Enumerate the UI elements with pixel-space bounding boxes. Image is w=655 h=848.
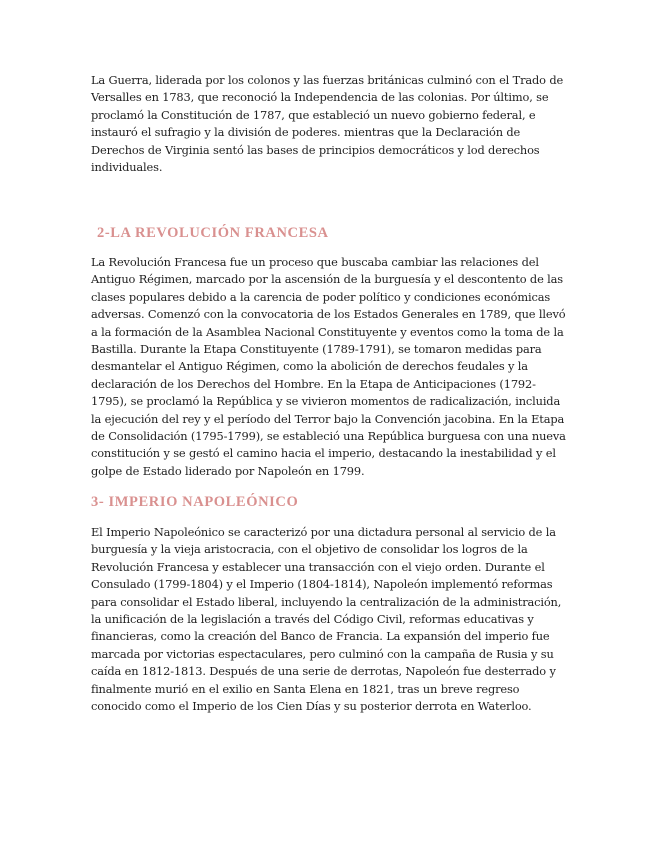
section-body-imperio-napoleonico: El Imperio Napoleónico se caracterizó por una dictadura personal al servicio de la burguesía y la vieja aristocracia, con el objetivo de consolidar los logros de la Revolución Francesa y establecer una transacción con el viejo orden. Durante el Consulado (1799-1804) y el Imperio (1804-1814), Napoleón implementó reformas para consolidar el Estado liberal, incluyendo la centralización de la administración, la unificación de la legislación a través del Código Civil, reformas educativas y financieras, como la creación del Banco de Francia. La expansión del imperio fue marcada por victorias espectaculares, pero culminó con la campaña de Rusia y su caída en 1812-1813. Después de una serie de derrotas, Napoleón fue desterrado y finalmente murió en el exilio en Santa Elena en 1821, tras un breve regreso conocido como el Imperio de los Cien Días y su posterior derrota en Waterloo. — [91, 525, 562, 714]
section-heading-imperio-napoleonico: 3- IMPERIO NAPOLEÓNICO — [91, 494, 299, 510]
intro-paragraph: La Guerra, liderada por los colonos y las fuerzas británicas culminó con el Trado de Versalles en 1783, que reconoció la Independencia de las colonias. Por último, se proclamó la Constitución de 1787, que estableció un nuevo gobierno federal, e instauró el sufragio y la división de poderes. mientras que la Declaración de Derechos de Virginia sentó las bases de principios democráticos y lod derechos individuales. — [91, 73, 564, 175]
section-body-revolucion-francesa: La Revolución Francesa fue un proceso que buscaba cambiar las relaciones del Antiguo Régimen, marcado por la ascensión de la burguesía y el descontento de las clases populares debido a la carencia de poder político y condiciones económicas adversas. Comenzó con la convocatoria de los Estados Generales en 1789, que llevó a la formación de la Asamblea Nacional Constituyente y eventos como la toma de la Bastilla. Durante la Etapa Constituyente (1789-1791), se tomaron medidas para desmantelar el Antiguo Régimen, como la abolición de derechos feudales y la declaración de los Derechos del Hombre. En la Etapa de Anticipaciones (1792-1795), se proclamó la República y se vivieron momentos de radicalización, incluida la ejecución del rey y el período del Terror bajo la Convención jacobina. En la Etapa de Consolidación (1795-1799), se estableció una República burguesa con una nueva constitución y se gestó el camino hacia el imperio, destacando la inestabilidad y el golpe de Estado liderado por Napoleón en 1799. — [91, 255, 566, 478]
section-heading-revolucion-francesa: 2-LA REVOLUCIÓN FRANCESA — [97, 225, 329, 241]
